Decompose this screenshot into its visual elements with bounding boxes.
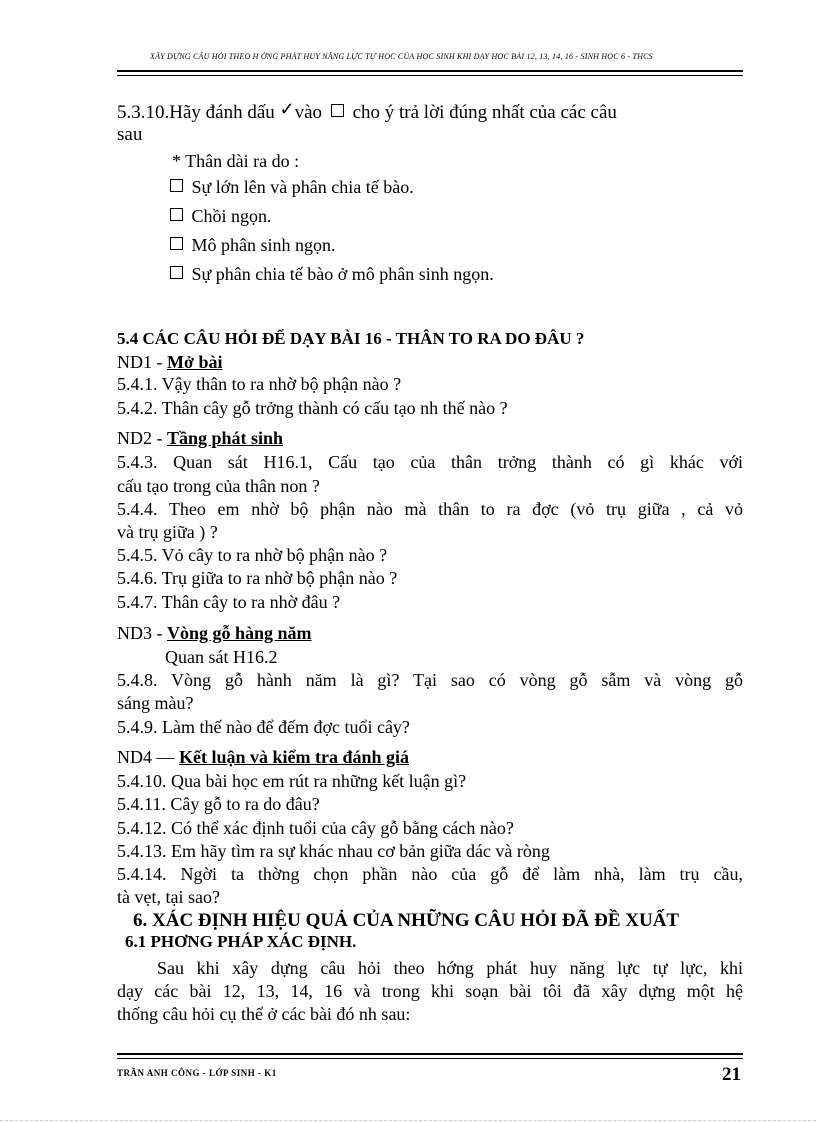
nd1-prefix: ND1 - [117, 352, 163, 372]
q-5-4-6: 5.4.6. Trụ giữa to ra nhờ bộ phận nào ? [117, 568, 398, 588]
q-5-4-7: 5.4.7. Thân cây to ra nhờ đâu ? [117, 592, 341, 612]
q-5-4-10: 5.4.10. Qua bài học em rút ra những kết luận gì? [117, 771, 467, 791]
q-5-4-8-line1: 5.4.8. Vòng gỗ hành năm là gì? Tại sao có vòng gỗ sẫm và vòng gỗ [117, 670, 743, 690]
header-rule-thin [117, 75, 743, 76]
nd3-prefix: ND3 - [117, 623, 163, 643]
option-4-checkbox[interactable] [170, 266, 183, 279]
nd3-title: Vòng gỗ hàng năm [167, 623, 312, 643]
nd4-title: Kết luận và kiểm tra đánh giá [179, 747, 410, 767]
page-edge-divider [0, 1120, 816, 1121]
section-6-1-heading: 6.1 PHƠNG PHÁP XÁC ĐỊNH. [125, 932, 357, 951]
option-3-checkbox[interactable] [170, 237, 183, 250]
nd1-title: Mở bài [167, 352, 223, 372]
option-2-label: Chồi ngọn. [191, 206, 272, 226]
q5310-text-b: vào [294, 102, 323, 123]
q-5-4-3-line2: cấu tạo trong của thân non ? [117, 476, 320, 496]
paragraph-line-3: thống câu hỏi cụ thể ở các bài đó nh sau: [117, 1004, 411, 1024]
option-4-label: Sự phân chia tế bào ở mô phân sinh ngọn. [191, 264, 494, 284]
option-3-label: Mô phân sinh ngọn. [191, 235, 336, 255]
q-5-4-4-line2: và trụ giữa ) ? [117, 522, 218, 542]
q5310-text-d: sau [117, 124, 143, 145]
option-1-label: Sự lớn lên và phân chia tế bào. [191, 177, 414, 197]
q-5-4-2: 5.4.2. Thân cây gỗ trởng thành có cấu tạo nh thế nào ? [117, 398, 508, 418]
q-5-4-14-line2: tà vẹt, tại sao? [117, 887, 220, 907]
q-5-4-4-line1: 5.4.4. Theo em nhờ bộ phận nào mà thân to ra đợc (vỏ trụ giữa , cả vỏ [117, 499, 743, 519]
q5310-text-a: 5.3.10.Hãy đánh dấu [117, 102, 275, 123]
q-5-4-13: 5.4.13. Em hãy tìm ra sự khác nhau cơ bản giữa dác và ròng [117, 841, 550, 861]
checkbox-icon [331, 104, 344, 117]
running-header: XÂY DỰNG CÂU HỎI THEO H ỚNG PHÁT HUY NĂNG LỰC TỰ HỌC CỦA HỌC SINH KHI DẠY HỌC BÀI 12, 13, 14, 16 - SINH HỌC 6 - THCS [150, 52, 653, 61]
q-5-4-1: 5.4.1. Vậy thân to ra nhờ bộ phận nào ? [117, 374, 402, 394]
option-1[interactable] [166, 176, 414, 198]
option-3[interactable] [166, 234, 336, 256]
option-1-checkbox[interactable] [170, 179, 183, 192]
q5310-prompt: * Thân dài ra do : [172, 151, 300, 171]
option-2-checkbox[interactable] [170, 208, 183, 221]
paragraph-line-2: dạy các bài 12, 13, 14, 16 và trong khi soạn bài tôi đã xây dựng một hệ [117, 981, 743, 1001]
q-5-4-12: 5.4.12. Có thể xác định tuổi của cây gỗ bằng cách nào? [117, 818, 514, 838]
nd4-prefix: ND4 — [117, 747, 175, 767]
q-5-4-14-line1: 5.4.14. Ngời ta thờng chọn phần nào của gỗ để làm nhà, làm trụ cầu, [117, 864, 743, 884]
q-5-4-8-line2: sáng màu? [117, 693, 194, 713]
header-rule-thick [117, 70, 743, 72]
nd2-title: Tầng phát sinh [167, 428, 284, 448]
q-5-4-5: 5.4.5. Vỏ cây to ra nhờ bộ phận nào ? [117, 545, 388, 565]
q5310-text-c: cho ý trả lời đúng nhất của các câu [352, 102, 617, 123]
q-5-4-3-line1: 5.4.3. Quan sát H16.1, Cấu tạo của thân trởng thành có gì khác với [117, 452, 743, 472]
nd3-header [117, 622, 312, 644]
q-5-4-11: 5.4.11. Cây gỗ to ra do đâu? [117, 794, 320, 814]
nd2-header [117, 427, 283, 449]
paragraph-line-1: Sau khi xây dựng câu hỏi theo hớng phát huy năng lực tự lực, khi [157, 958, 743, 978]
footer-rule-thin [117, 1058, 743, 1059]
q-5-4-9: 5.4.9. Làm thế nào để đếm đợc tuổi cây? [117, 717, 410, 737]
observe-h16-2: Quan sát H16.2 [165, 647, 278, 667]
section-5-4-heading: 5.4 CÁC CÂU HỎI ĐỂ DẠY BÀI 16 - THÂN TO RA DO ĐÂU ? [117, 329, 585, 348]
nd4-header [117, 746, 409, 768]
question-5-3-10-intro [117, 98, 617, 124]
nd2-prefix: ND2 - [117, 428, 163, 448]
footer-author: TRẦN ANH CÔNG - LỚP SINH - K1 [117, 1068, 277, 1078]
option-2[interactable] [166, 205, 272, 227]
option-4[interactable] [166, 263, 494, 285]
section-6-heading: 6. XÁC ĐỊNH HIỆU QUẢ CỦA NHỮNG CÂU HỎI ĐÃ ĐỀ XUẤT [133, 910, 680, 931]
nd1-header [117, 351, 222, 373]
footer-rule-thick [117, 1053, 743, 1055]
page-number: 21 [722, 1064, 741, 1085]
checkmark-icon: ✓ [279, 99, 295, 119]
